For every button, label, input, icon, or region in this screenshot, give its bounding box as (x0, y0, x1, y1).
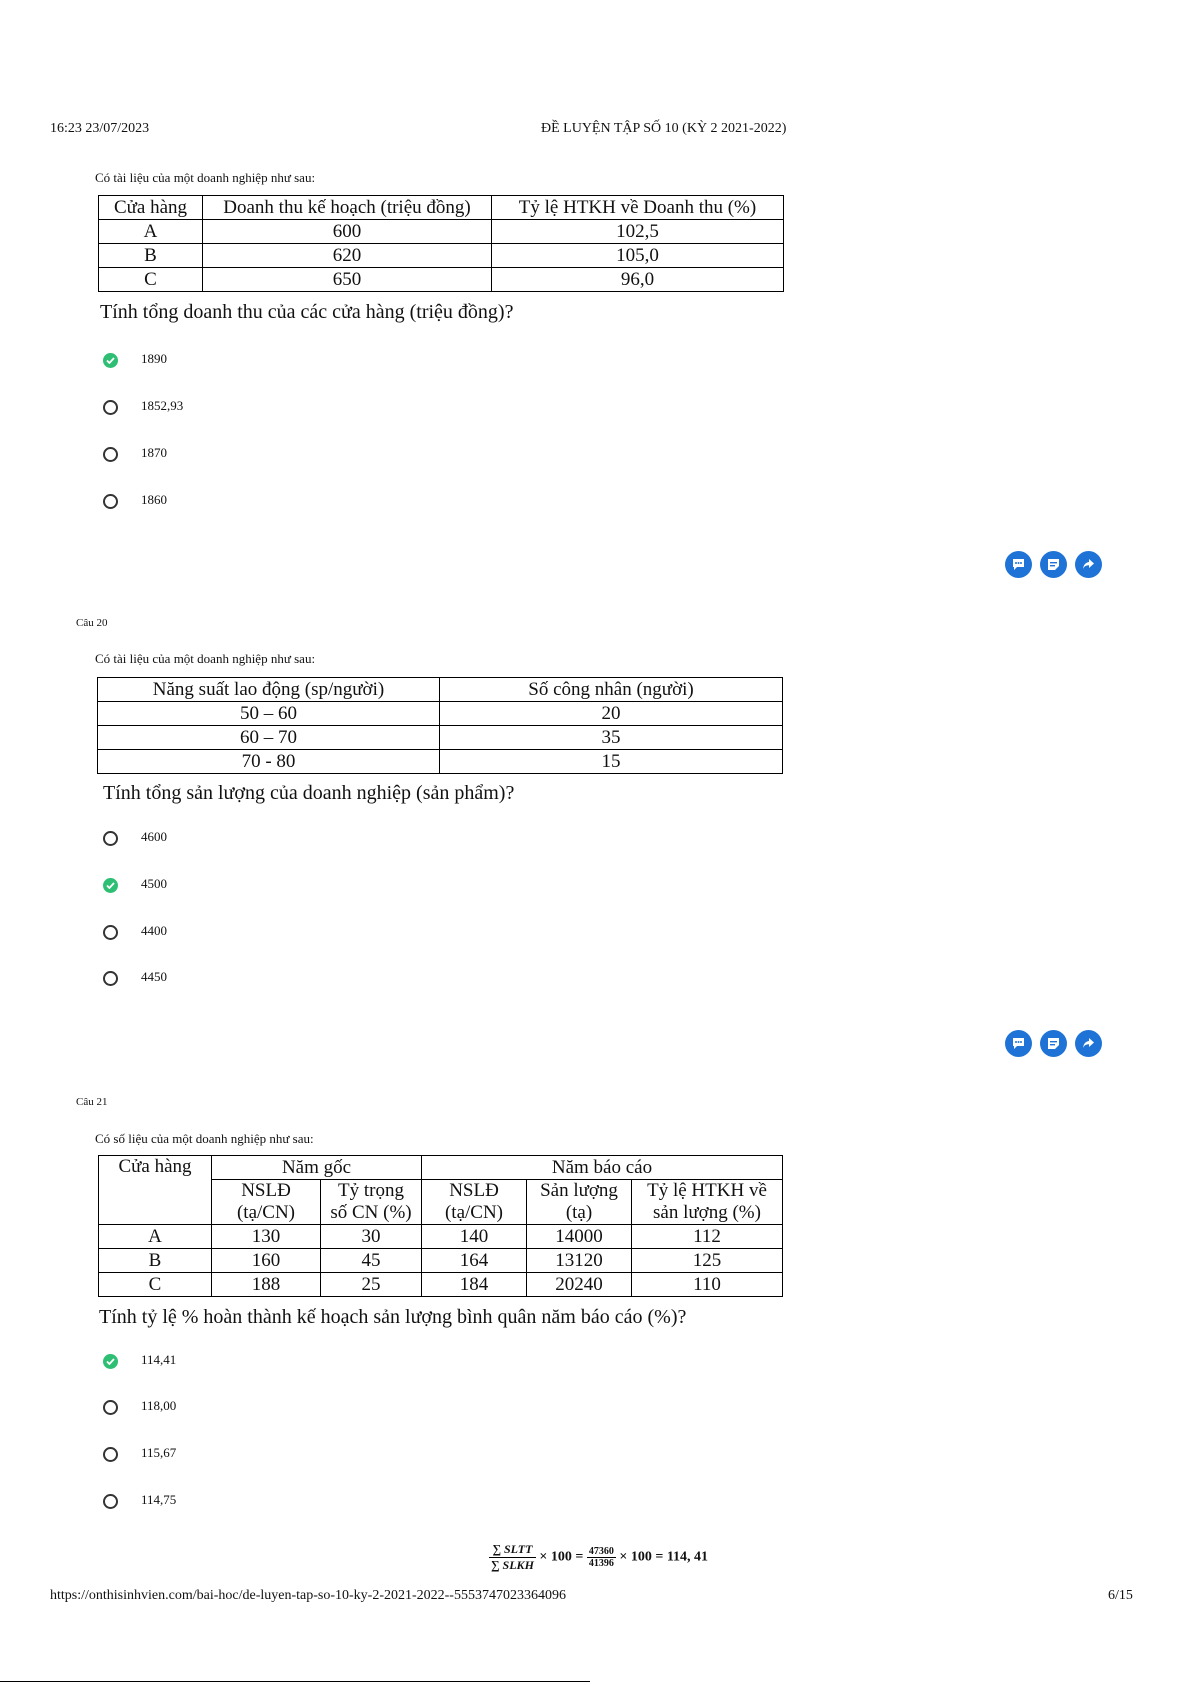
q20-question: Tính tổng sản lượng của doanh nghiệp (sản phẩm)? (103, 782, 515, 804)
table-cell: A (99, 1225, 212, 1249)
table-cell: 184 (422, 1273, 527, 1297)
table-header-row (98, 678, 783, 702)
table-header-cell: Năm gốc (212, 1156, 422, 1180)
table-cell: 105,0 (492, 244, 784, 268)
table-cell: 50 – 60 (98, 702, 440, 726)
q20-intro: Có tài liệu của một doanh nghiệp như sau: (95, 651, 316, 666)
document-title: ĐỀ LUYỆN TẬP SỐ 10 (KỲ 2 2021-2022) (541, 121, 787, 136)
table-cell: 188 (212, 1273, 321, 1297)
answer-option-label: 4450 (141, 969, 167, 984)
answer-option-label: 4600 (141, 829, 167, 844)
answer-option-label: 115,67 (141, 1445, 177, 1460)
note-button[interactable] (1040, 551, 1067, 578)
check-circle-icon (103, 1354, 118, 1369)
table-cell: B (99, 244, 203, 268)
solution-formula (489, 1542, 708, 1573)
table-header-row (99, 196, 784, 220)
table-cell: 130 (212, 1225, 321, 1249)
share-button[interactable] (1075, 551, 1102, 578)
table-cell: C (99, 268, 203, 292)
header-line: Tỷ trọng (338, 1180, 404, 1201)
comment-icon (1011, 1036, 1026, 1051)
note-button[interactable] (1040, 1030, 1067, 1057)
header-line: (tạ/CN) (236, 1202, 296, 1223)
table-row (99, 1249, 783, 1273)
table-cell: 20 (440, 702, 783, 726)
formula-value-fraction (587, 1546, 616, 1569)
table-header-cell: Cửa hàng (99, 196, 203, 220)
table-cell: 160 (212, 1249, 321, 1273)
table-row (98, 702, 783, 726)
answer-option-label: 4500 (141, 876, 167, 891)
footer-url: https://onthisinhvien.com/bai-hoc/de-luyen-tap-so-10-ky-2-2021-2022--5553747023364096 (50, 1588, 566, 1603)
question-actions (1005, 1030, 1109, 1058)
formula-denominator: 41396 (588, 1558, 614, 1569)
table-cell: 96,0 (492, 268, 784, 292)
formula-numerator: ∑ SLTT (489, 1542, 536, 1558)
table-cell: 14000 (527, 1225, 632, 1249)
check-circle-icon (103, 353, 118, 368)
q19-question: Tính tổng doanh thu của các cửa hàng (triệu đồng)? (100, 301, 514, 323)
table-cell: 102,5 (492, 220, 784, 244)
table-header-cell (321, 1180, 422, 1225)
table-cell: 620 (203, 244, 492, 268)
header-line: NSLĐ (449, 1180, 499, 1201)
answer-option-label: 1870 (141, 445, 167, 460)
table-cell: 125 (632, 1249, 783, 1273)
table-cell: 35 (440, 726, 783, 750)
table-cell: 110 (632, 1273, 783, 1297)
table-header-cell (422, 1180, 527, 1225)
note-icon (1046, 1036, 1061, 1051)
table-header-cell (632, 1180, 783, 1225)
table-row (99, 1273, 783, 1297)
header-line: (tạ) (565, 1202, 593, 1223)
share-icon (1081, 1036, 1096, 1051)
table-cell: 20240 (527, 1273, 632, 1297)
table-cell: C (99, 1273, 212, 1297)
table-header-cell (212, 1180, 321, 1225)
share-icon (1081, 557, 1096, 572)
table-header-cell: Doanh thu kế hoạch (triệu đồng) (203, 196, 492, 220)
table-row (99, 220, 784, 244)
formula-numerator: 47360 (588, 1546, 614, 1557)
radio-icon[interactable] (103, 494, 118, 509)
note-icon (1046, 557, 1061, 572)
table-cell: 112 (632, 1225, 783, 1249)
answer-option-label: 114,41 (141, 1352, 177, 1367)
check-circle-icon (103, 878, 118, 893)
print-datetime: 16:23 23/07/2023 (50, 121, 150, 136)
radio-icon[interactable] (103, 971, 118, 986)
question-actions (1005, 551, 1109, 579)
formula-sum-fraction (489, 1542, 536, 1573)
table-row (98, 750, 783, 774)
table-row (99, 1225, 783, 1249)
comment-icon (1011, 557, 1026, 572)
bottom-divider (0, 1681, 590, 1682)
table-cell: B (99, 1249, 212, 1273)
table-cell: 164 (422, 1249, 527, 1273)
table-cell: A (99, 220, 203, 244)
question-number: Câu 21 (76, 1096, 108, 1108)
table-cell: 140 (422, 1225, 527, 1249)
page-number: 6/15 (1108, 1588, 1133, 1603)
formula-text: × 100 = 114, 41 (619, 1549, 709, 1565)
formula-denominator: ∑ SLKH (491, 1558, 534, 1572)
table-cell: 650 (203, 268, 492, 292)
answer-option-label: 1860 (141, 492, 167, 507)
table-header-cell (527, 1180, 632, 1225)
table-header-cell: Tỷ lệ HTKH về Doanh thu (%) (492, 196, 784, 220)
header-line: Tỷ lệ HTKH về (647, 1180, 767, 1201)
q19-intro: Có tài liệu của một doanh nghiệp như sau: (95, 170, 316, 185)
table-header-cell: Cửa hàng (99, 1156, 212, 1225)
q19-data-table (98, 195, 784, 292)
answer-option-label: 114,75 (141, 1492, 177, 1507)
table-row (98, 726, 783, 750)
header-line: NSLĐ (241, 1180, 291, 1201)
radio-icon[interactable] (103, 831, 118, 846)
table-row (99, 244, 784, 268)
radio-icon[interactable] (103, 400, 118, 415)
q21-intro: Có số liệu của một doanh nghiệp như sau: (95, 1131, 314, 1146)
radio-icon[interactable] (103, 1447, 118, 1462)
header-line: Sản lượng (540, 1180, 618, 1201)
table-cell: 30 (321, 1225, 422, 1249)
table-cell: 600 (203, 220, 492, 244)
table-cell: 45 (321, 1249, 422, 1273)
radio-icon[interactable] (103, 447, 118, 462)
answer-option-label: 1852,93 (141, 398, 184, 413)
q20-data-table (97, 677, 783, 774)
header-line: số CN (%) (330, 1202, 412, 1223)
radio-icon[interactable] (103, 1494, 118, 1509)
table-header-cell: Năng suất lao động (sp/người) (98, 678, 440, 702)
answer-option-label: 1890 (141, 351, 167, 366)
q21-data-table (98, 1155, 783, 1297)
q21-question: Tính tỷ lệ % hoàn thành kế hoạch sản lượng bình quân năm báo cáo (%)? (99, 1306, 687, 1328)
table-header-cell: Năm báo cáo (422, 1156, 783, 1180)
header-line: (tạ/CN) (444, 1202, 504, 1223)
table-cell: 25 (321, 1273, 422, 1297)
share-button[interactable] (1075, 1030, 1102, 1057)
question-number: Câu 20 (76, 617, 108, 629)
answer-option-label: 118,00 (141, 1398, 177, 1413)
header-line: sản lượng (%) (653, 1202, 761, 1223)
radio-icon[interactable] (103, 1400, 118, 1415)
comment-button[interactable] (1005, 551, 1032, 578)
table-header-row (99, 1156, 783, 1180)
table-cell: 70 - 80 (98, 750, 440, 774)
formula-text: × 100 = (539, 1549, 584, 1565)
table-cell: 15 (440, 750, 783, 774)
table-row (99, 268, 784, 292)
table-header-cell: Số công nhân (người) (440, 678, 783, 702)
table-cell: 60 – 70 (98, 726, 440, 750)
radio-icon[interactable] (103, 925, 118, 940)
comment-button[interactable] (1005, 1030, 1032, 1057)
table-cell: 13120 (527, 1249, 632, 1273)
answer-option-label: 4400 (141, 923, 167, 938)
